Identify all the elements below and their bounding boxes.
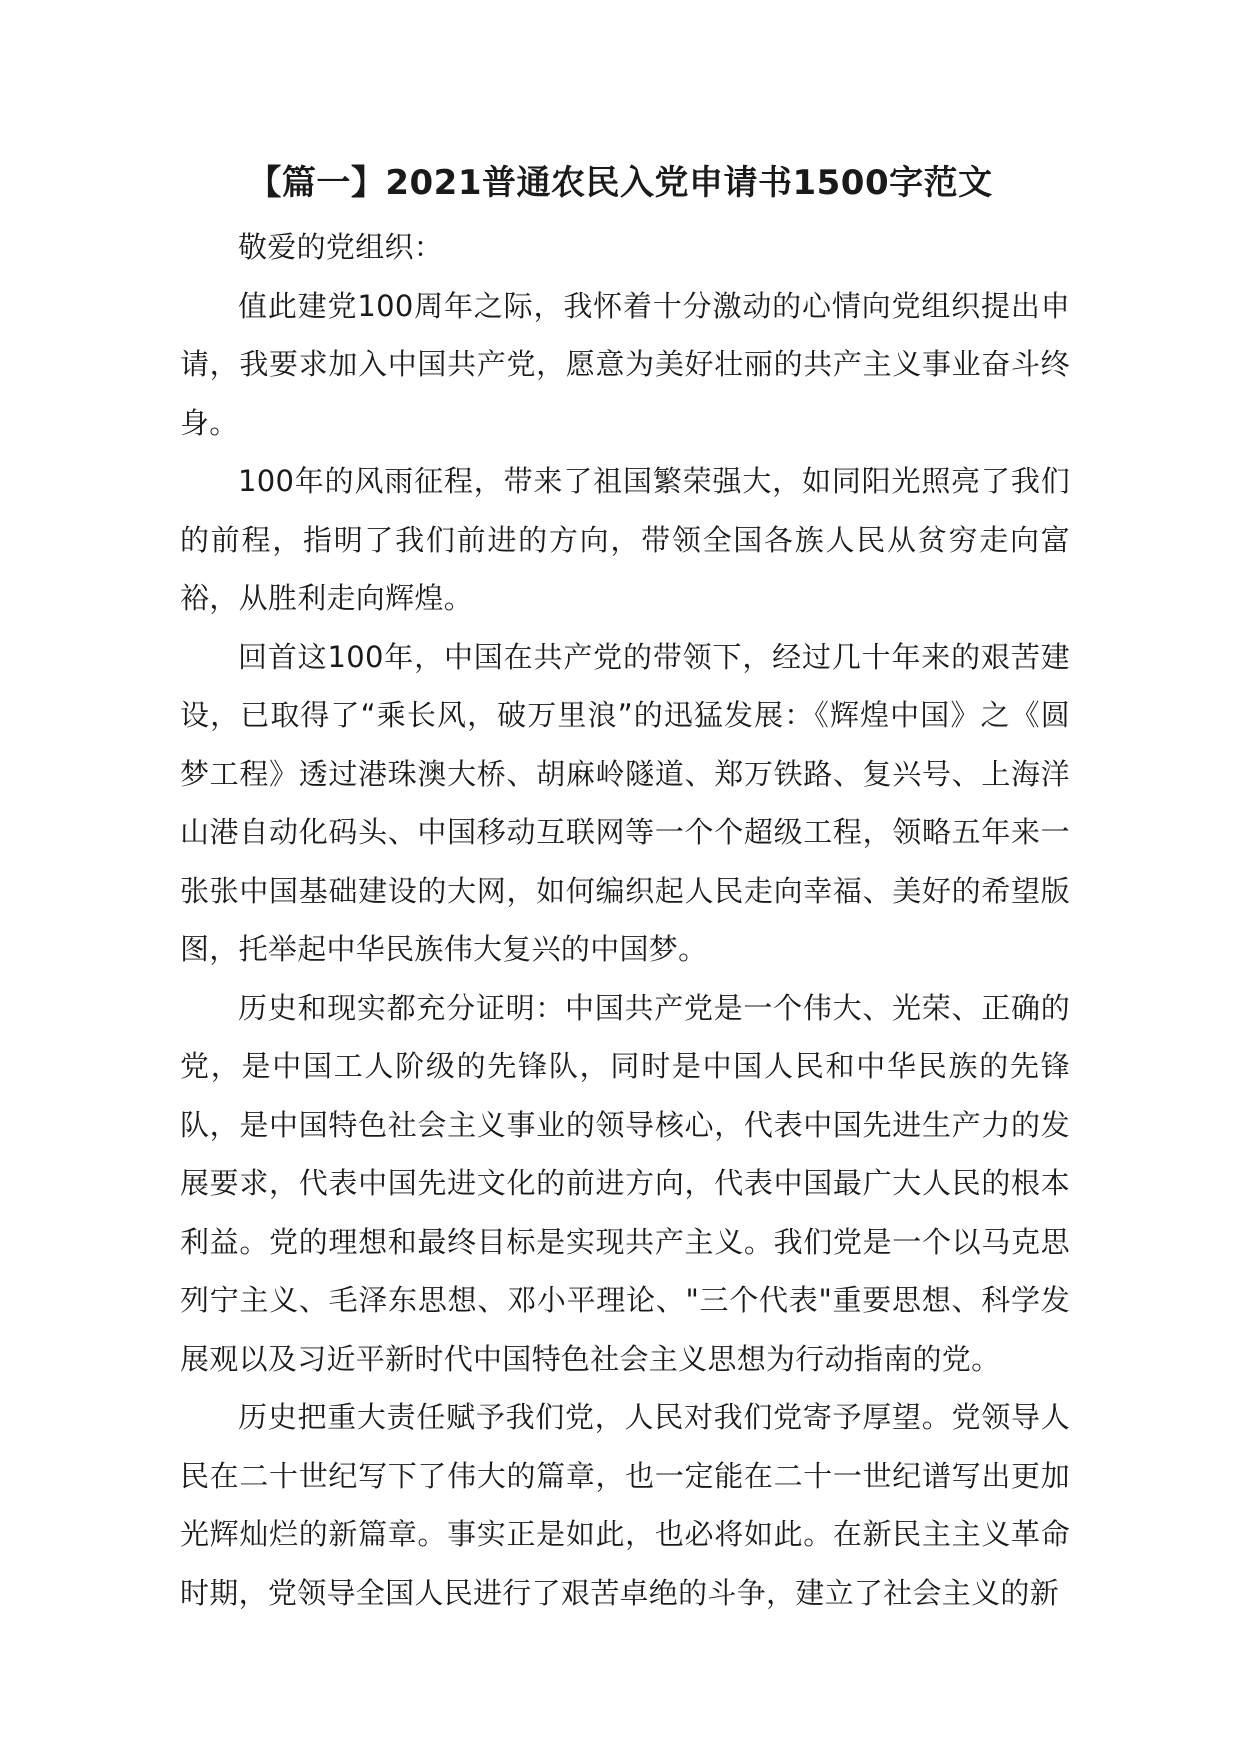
paragraph: 100年的风雨征程，带来了祖国繁荣强大，如同阳光照亮了我们的前程，指明了我们前进的方向，带领全国各族人民从贫穷走向富裕，从胜利走向辉煌。 bbox=[180, 464, 1070, 615]
paragraph: 历史和现实都充分证明：中国共产党是一个伟大、光荣、正确的党，是中国工人阶级的先锋队，同时是中国人民和中华民族的先锋队，是中国特色社会主义事业的领导核心，代表中国先进生产力的发展要求，代表中国先进文化的前进方向，代表中国最广大人民的根本利益。党的理想和最终目标是实现共产主义。我们党是一个以马克思列宁主义、毛泽东思想、邓小平理论、"三个代表"重要思想、科学发展观以及习近平新时代中国特色社会主义思想为行动指南的党。 bbox=[180, 990, 1070, 1376]
salutation: 敬爱的党组织： bbox=[238, 230, 444, 264]
paragraph: 历史把重大责任赋予我们党，人民对我们党寄予厚望。党领导人民在二十世纪写下了伟大的篇章，也一定能在二十一世纪谱写出更加光辉灿烂的新篇章。事实正是如此，也必将如此。在新民主主义革命时期，党领导全国人民进行了艰苦卓绝的斗争，建立了社会主义的新 bbox=[180, 1400, 1070, 1610]
document-title: 【篇一】2021普通农民入党申请书1500字范文 bbox=[247, 163, 993, 203]
paragraph: 值此建党100周年之际，我怀着十分激动的心情向党组织提出申请，我要求加入中国共产党，愿意为美好壮丽的共产主义事业奋斗终身。 bbox=[180, 288, 1070, 440]
document-body bbox=[180, 218, 1070, 1622]
paragraph: 回首这100年，中国在共产党的带领下，经过几十年来的艰苦建设，已取得了“乘长风，破万里浪”的迅猛发展：《辉煌中国》之《圆梦工程》透过港珠澳大桥、胡麻岭隧道、郑万铁路、复兴号、上海洋山港自动化码头、中国移动互联网等一个个超级工程，领略五年来一张张中国基础建设的大网，如何编织起人民走向幸福、美好的希望版图，托举起中华民族伟大复兴的中国梦。 bbox=[180, 639, 1070, 966]
